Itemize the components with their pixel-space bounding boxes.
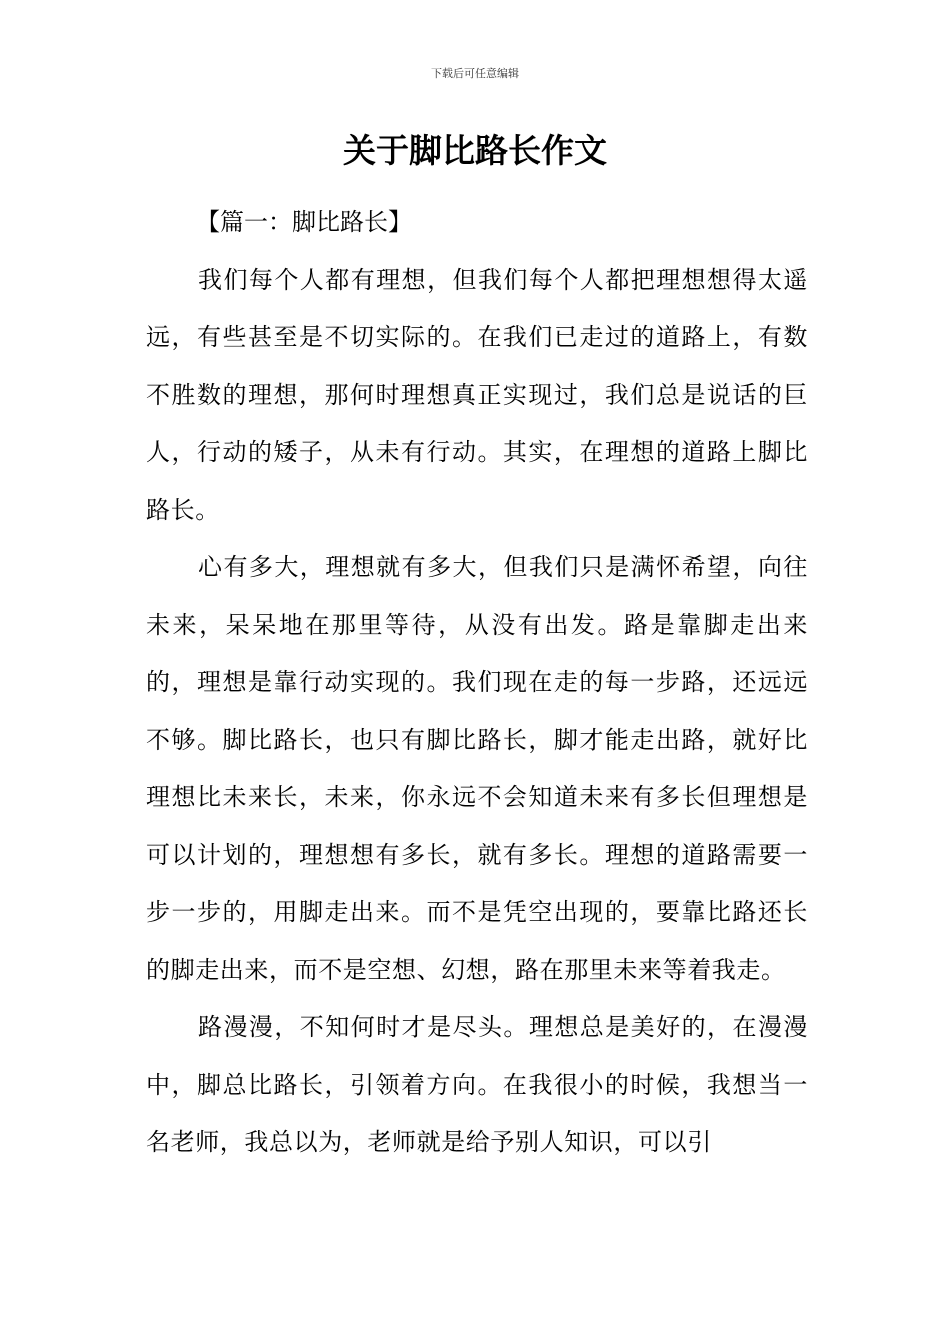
paragraph-2: 心有多大，理想就有多大，但我们只是满怀希望，向往未来，呆呆地在那里等待，从没有出发。路是靠脚走出来的，理想是靠行动实现的。我们现在走的每一步路，还远远不够。脚比路长，也只有脚比路长，脚才能走出路，就好比理想比未来长，未来，你永远不会知道未来有多长但理想是可以计划的，理想想有多长，就有多长。理想的道路需要一步一步的，用脚走出来。而不是凭空出现的，要靠比路还长的脚走出来，而不是空想、幻想，路在那里未来等着我走。	[146, 553, 808, 984]
paragraph-3: 路漫漫，不知何时才是尽头。理想总是美好的，在漫漫中，脚总比路长，引领着方向。在我很小的时候，我想当一名老师，我总以为，老师就是给予别人知识，可以引	[146, 1013, 808, 1156]
header-note: 下载后可任意编辑	[431, 67, 519, 80]
section-heading: 【篇一：脚比路长】	[196, 208, 412, 236]
document-title: 关于脚比路长作文	[343, 131, 607, 170]
document-body	[146, 194, 808, 1172]
paragraph-1: 我们每个人都有理想，但我们每个人都把理想想得太遥远，有些甚至是不切实际的。在我们已走过的道路上，有数不胜数的理想，那何时理想真正实现过，我们总是说话的巨人，行动的矮子，从未有行动。其实，在理想的道路上脚比路长。	[146, 265, 808, 524]
